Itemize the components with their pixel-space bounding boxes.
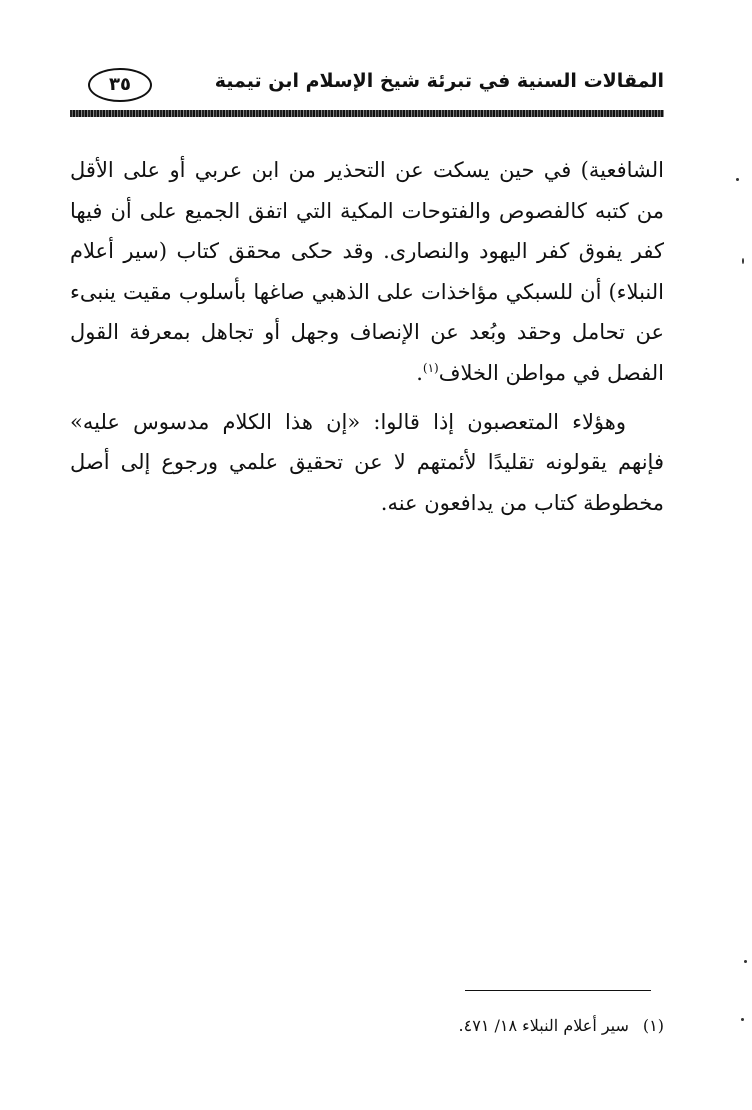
running-title: المقالات السنية في تبرئة شيخ الإسلام ابن تيمية xyxy=(214,70,664,92)
header-rule xyxy=(70,110,664,117)
scan-speck xyxy=(741,1018,744,1021)
paragraph-1 xyxy=(70,150,664,394)
page-header xyxy=(70,66,664,110)
paragraph-2: وهؤلاء المتعصبون إذا قالوا: «إن هذا الكلام مدسوس عليه» فإنهم يقولونه تقليدًا لأئمتهم لا عن تحقيق علمي ورجوع إلى أصل مخطوطة كتاب من يدافعون عنه. xyxy=(70,409,664,515)
footnote-reference: (١) xyxy=(422,360,439,375)
paragraph-1-end: . xyxy=(416,360,423,385)
paragraph-1-text: الشافعية) في حين يسكت عن التحذير من ابن عربي أو على الأقل من كتبه كالفصوص والفتوحات المكية التي اتفق الجميع على أن فيها كفر يفوق كفر اليهود والنصارى. وقد حكى محقق كتاب (سير أعلام النبلاء) أن للسبكي مؤاخذات على الذهبي صاغها بأسلوب مقيت ينبىء عن تحامل وحقد وبُعد عن الإنصاف وجهل أو تجاهل بمعرفة القول الفصل في مواطن الخلاف xyxy=(70,158,664,385)
footnote xyxy=(459,1016,664,1035)
scan-speck xyxy=(736,178,739,181)
footnote-rule xyxy=(465,990,651,991)
scan-speck xyxy=(742,258,744,264)
scan-speck xyxy=(744,960,747,963)
footnote-text: سير أعلام النبلاء ١٨/ ٤٧١. xyxy=(458,1016,629,1035)
footnote-marker: (١) xyxy=(642,1016,664,1035)
page-number: ٣٥ xyxy=(88,68,152,102)
body-text xyxy=(70,150,664,523)
